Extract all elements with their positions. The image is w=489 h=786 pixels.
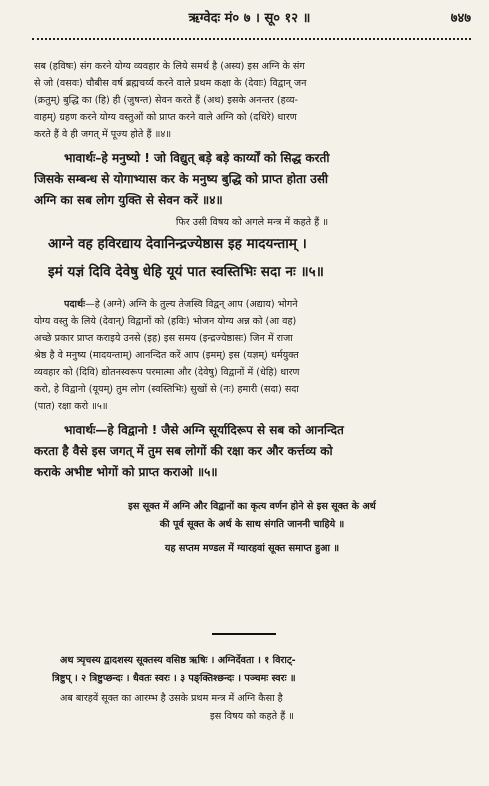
page-number: ७४७ — [450, 11, 471, 26]
commentary-line: (क्रतुम्) बुद्धि का (हि) ही (जुषन्त) सेवन करते हैं (अथ) इसके अनन्तर (हव्य- — [34, 95, 299, 106]
padarth-line: श्रेष्ठ है वे मनुष्य (मादयन्ताम्) आनन्दित करें आप (इमम्) इस (यज्ञम्) धर्मयुक्त — [34, 350, 299, 361]
next-sukta-line: अब बारहवें सूक्त का आरम्भ है उसके प्रथम मन्त्र में अग्नि कैसा है — [60, 693, 283, 704]
commentary-line: सब (हविषः) संग करने योग्य व्यवहार के लिये समर्थ है (अस्य) इस अग्नि के संग — [34, 61, 305, 72]
mantra-line: आग्ने वह हविरद्याय देवानिन्द्रज्येष्ठास इह मादयन्ताम् । — [48, 236, 307, 252]
commentary-line: वाहम्) ग्रहण करने योग्य वस्तुओं को प्राप्त करने वाले अग्नि को (दधिरे) धारण — [34, 112, 297, 123]
section-separator — [212, 633, 276, 635]
bhavarth-2-line — [64, 420, 470, 441]
bhavarth-1-line — [64, 148, 470, 169]
closing-line: की पूर्व सूक्त के अर्थ के साथ संगति जाननी चाहिये ॥ — [159, 519, 345, 530]
bhavarth-label: भावार्थः — [64, 151, 96, 165]
padarth-line: करो, हे विद्वानो (यूयम्) तुम लोग (स्वस्तिभिः) सुखों से (नः) हमारी (सदा) सदा — [34, 384, 299, 395]
bhavarth-text: —हे विद्वानो ! जैसे अग्नि सूर्यादिरूप से सब को आनन्दित — [95, 423, 344, 437]
padarth-line: व्यवहार को (दिवि) द्योतनस्वरूप परमात्मा और (देवेषु) विद्वानों में (धेहि) धारण — [34, 367, 300, 378]
header-dotted-rule — [32, 38, 471, 40]
bhavarth-2-line: करता है वैसे इस जगत् में तुम सब लोगों की रक्षा कर और कर्त्तव्य को — [34, 444, 333, 458]
commentary-line: से जो (वसवः) चौबीस वर्ष ब्रह्मचर्य्य करने वाले प्रथम कक्षा के (देवाः) विद्वान् जन — [34, 78, 307, 89]
bhavarth-text: –हे मनुष्यो ! जो विद्युत् बड़े बड़े कार्य्यों को सिद्ध करती — [95, 151, 330, 165]
closing-line: इस सूक्त में अग्नि और विद्वानों का कृत्य वर्णन होने से इस सूक्त के अर्थ — [128, 501, 376, 512]
next-sukta-line: त्रिष्टुप् । २ त्रिष्टुप्छन्दः । धैवतः स्वरः । ३ पङ्क्तिश्छन्दः । पञ्चमः स्वरः ॥ — [52, 673, 296, 684]
mantra-line: इमं यज्ञं दिवि देवेषु धेहि यूयं पात स्वस्तिभिः सदा नः ॥५॥ — [48, 264, 324, 280]
next-sukta-line: इस विषय को कहते हैं ॥ — [210, 711, 294, 722]
mantra-intro: फिर उसी विषय को अगले मन्त्र में कहते हैं ॥ — [175, 217, 329, 228]
bhavarth-label: भावार्थः — [64, 423, 96, 437]
padarth-line: अच्छे प्रकार प्राप्त कराइये उनसे (इह) इस समय (इन्द्रज्येष्ठासः) जिन में राजा — [34, 333, 293, 344]
commentary-line: करते हैं वे ही जगत् में पूज्य होते हैं ॥४॥ — [34, 129, 172, 140]
page-header — [28, 8, 471, 30]
padarth-line — [64, 296, 470, 313]
bhavarth-1-line: अग्नि का सब लोग युक्ति से सेवन करें ॥४॥ — [34, 193, 223, 207]
bhavarth-1-line: जिसके सम्बन्ध से योगाभ्यास कर के मनुष्य बुद्धि को प्राप्त होता उसी — [34, 172, 329, 186]
next-sukta-line: अथ त्र्यृचस्य द्वादशस्य सूक्तस्य वसिष्ठ ऋषिः । अग्निर्देवता । १ विराट्- — [60, 655, 296, 666]
padarth-label: पदार्थः — [64, 299, 86, 310]
bhavarth-2-line: कराके अभीष्ट भोगों को प्राप्त कराओ ॥५॥ — [34, 465, 218, 479]
sukta-end-line: यह सप्तम मण्डल में ग्यारहवां सूक्त समाप्त हुआ ॥ — [164, 543, 340, 554]
running-title: ऋग्वेदः मं० ७ । सू० १२ ॥ — [188, 11, 311, 26]
padarth-line: योग्य वस्तु के लिये (देवान्) विद्वानों को (हविः) भोजन योग्य अन्न को (आ वह) — [34, 316, 297, 327]
padarth-line: (पात) रक्षा करो ॥५॥ — [34, 401, 108, 412]
padarth-text: —हे (अग्ने) अग्नि के तुल्य तेजस्वि विद्वन् आप (अद्याय) भोगने — [85, 299, 298, 310]
